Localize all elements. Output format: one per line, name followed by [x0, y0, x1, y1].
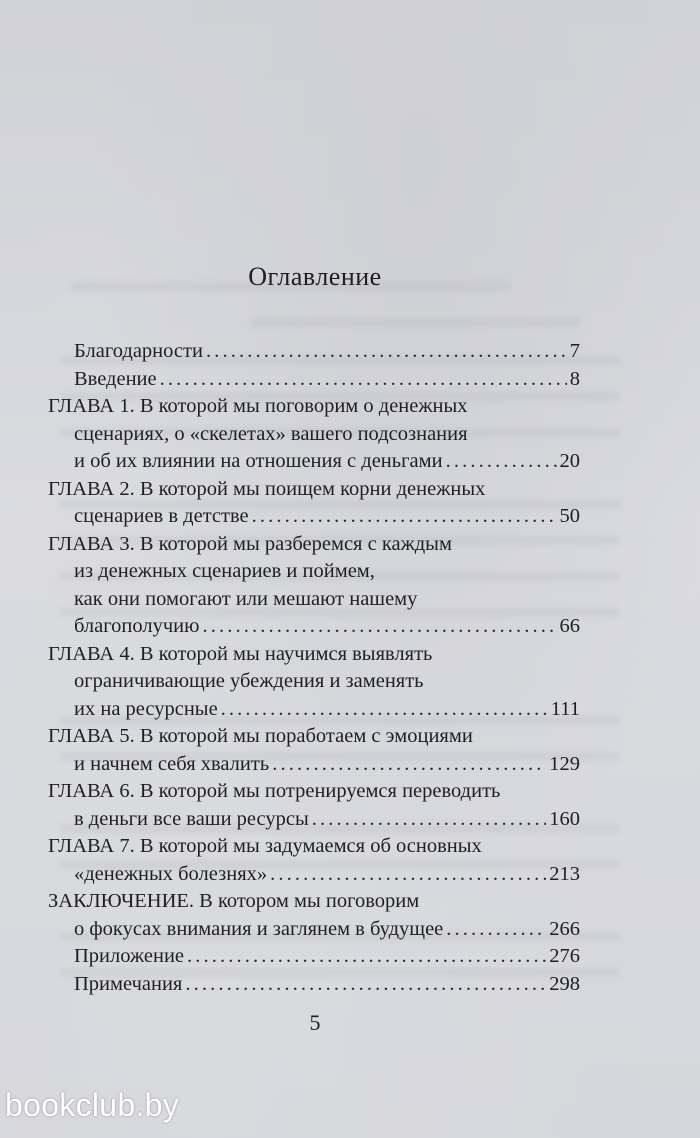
toc-entry-page: 66 — [559, 615, 580, 637]
dot-leader — [272, 751, 546, 779]
toc-entry-leader-line — [48, 861, 580, 889]
toc-entry-line: ГЛАВА 5. В которой мы поработаем с эмоциями — [48, 725, 473, 747]
dot-leader — [185, 971, 546, 999]
toc-entry — [48, 393, 580, 476]
dot-leader — [187, 943, 546, 971]
dot-leader — [446, 448, 557, 476]
dot-leader — [252, 503, 557, 531]
toc-entry-label: Приложение — [74, 945, 185, 967]
dot-leader — [202, 613, 556, 641]
toc-entry-line: сценариях, о «скелетах» вашего подсознания — [74, 422, 468, 445]
toc-entry-line: из денежных сценариев и поймем, — [74, 560, 375, 582]
toc-entry-page: 7 — [569, 340, 580, 362]
toc-entry-line: ГЛАВА 3. В которой мы разберемся с каждым — [48, 532, 452, 555]
toc-entry — [48, 531, 580, 641]
toc-entry-leader-line — [48, 806, 580, 834]
toc-entry — [48, 971, 580, 999]
site-watermark: bookclub.by — [5, 1087, 180, 1123]
toc-entry-page: 129 — [549, 752, 580, 775]
dot-leader — [221, 696, 548, 724]
toc-entry — [48, 641, 580, 724]
toc-entry-line: ГЛАВА 6. В которой мы потренируемся переводить — [48, 780, 501, 802]
toc-entry-label: «денежных болезнях» — [74, 862, 268, 885]
toc-entry — [48, 723, 580, 778]
toc-entry — [48, 943, 580, 971]
toc-entry-page: 266 — [549, 917, 580, 940]
toc-entry-line: ГЛАВА 1. В которой мы поговорим о денежных — [48, 395, 468, 417]
toc-entry-label: и об их влиянии на отношения с деньгами — [74, 450, 443, 472]
toc-entry-leader-line — [48, 751, 580, 779]
toc-entry-page: 298 — [549, 972, 580, 995]
page-number: 5 — [309, 1010, 321, 1035]
toc-entry-leader-line — [48, 943, 580, 971]
toc-entry-leader-line — [48, 366, 580, 394]
toc-entry-label: о фокусах внимания и заглянем в будущее — [74, 917, 444, 940]
toc-entry-line: ГЛАВА 7. В которой мы задумаемся об основных — [48, 835, 482, 857]
toc-entry-page: 20 — [559, 450, 580, 472]
toc-entry-leader-line — [48, 696, 580, 724]
toc-entry-page: 8 — [569, 367, 580, 390]
toc-entry-leader-line — [48, 448, 580, 476]
toc-entry — [48, 338, 580, 366]
toc-entry — [48, 366, 580, 394]
toc-entry-page: 276 — [549, 945, 580, 967]
toc-entry-label: в деньги все ваши ресурсы — [74, 807, 309, 830]
dot-leader — [446, 916, 546, 944]
toc-entry-page: 213 — [549, 862, 580, 885]
table-of-contents — [48, 338, 580, 998]
toc-entry-page: 160 — [549, 807, 580, 830]
toc-entry-label: Благодарности — [74, 340, 203, 362]
toc-entry-leader-line — [48, 971, 580, 999]
toc-entry-label: их на ресурсные — [74, 697, 218, 720]
toc-entry-page: 111 — [550, 697, 580, 720]
toc-entry-line: ограничивающие убеждения и заменять — [74, 670, 424, 692]
toc-entry-leader-line — [48, 503, 580, 531]
toc-entry — [48, 476, 580, 531]
toc-entry-line: как они помогают или мешают нашему — [74, 587, 418, 610]
dot-leader — [160, 366, 567, 394]
toc-entry-leader-line — [48, 916, 580, 944]
toc-entry-line: ГЛАВА 4. В которой мы научимся выявлять — [48, 642, 433, 665]
toc-entry-line: ГЛАВА 2. В которой мы поищем корни денежных — [48, 477, 486, 500]
toc-entry-label: сценариев в детстве — [74, 505, 249, 527]
toc-entry-line: ЗАКЛЮЧЕНИЕ. В котором мы поговорим — [48, 890, 420, 912]
toc-entry-label: Примечания — [74, 972, 183, 995]
toc-entry — [48, 888, 580, 943]
toc-entry-leader-line — [48, 338, 580, 366]
toc-entry — [48, 778, 580, 833]
toc-entry — [48, 833, 580, 888]
dot-leader — [206, 338, 567, 366]
toc-entry-label: благополучию — [74, 615, 200, 637]
toc-title: Оглавление — [248, 262, 382, 291]
toc-entry-label: Введение — [74, 367, 157, 390]
dot-leader — [270, 861, 546, 889]
toc-entry-page: 50 — [559, 505, 580, 527]
toc-entry-leader-line — [48, 613, 580, 641]
toc-entry-label: и начнем себя хвалить — [74, 752, 270, 775]
dot-leader — [312, 806, 547, 834]
